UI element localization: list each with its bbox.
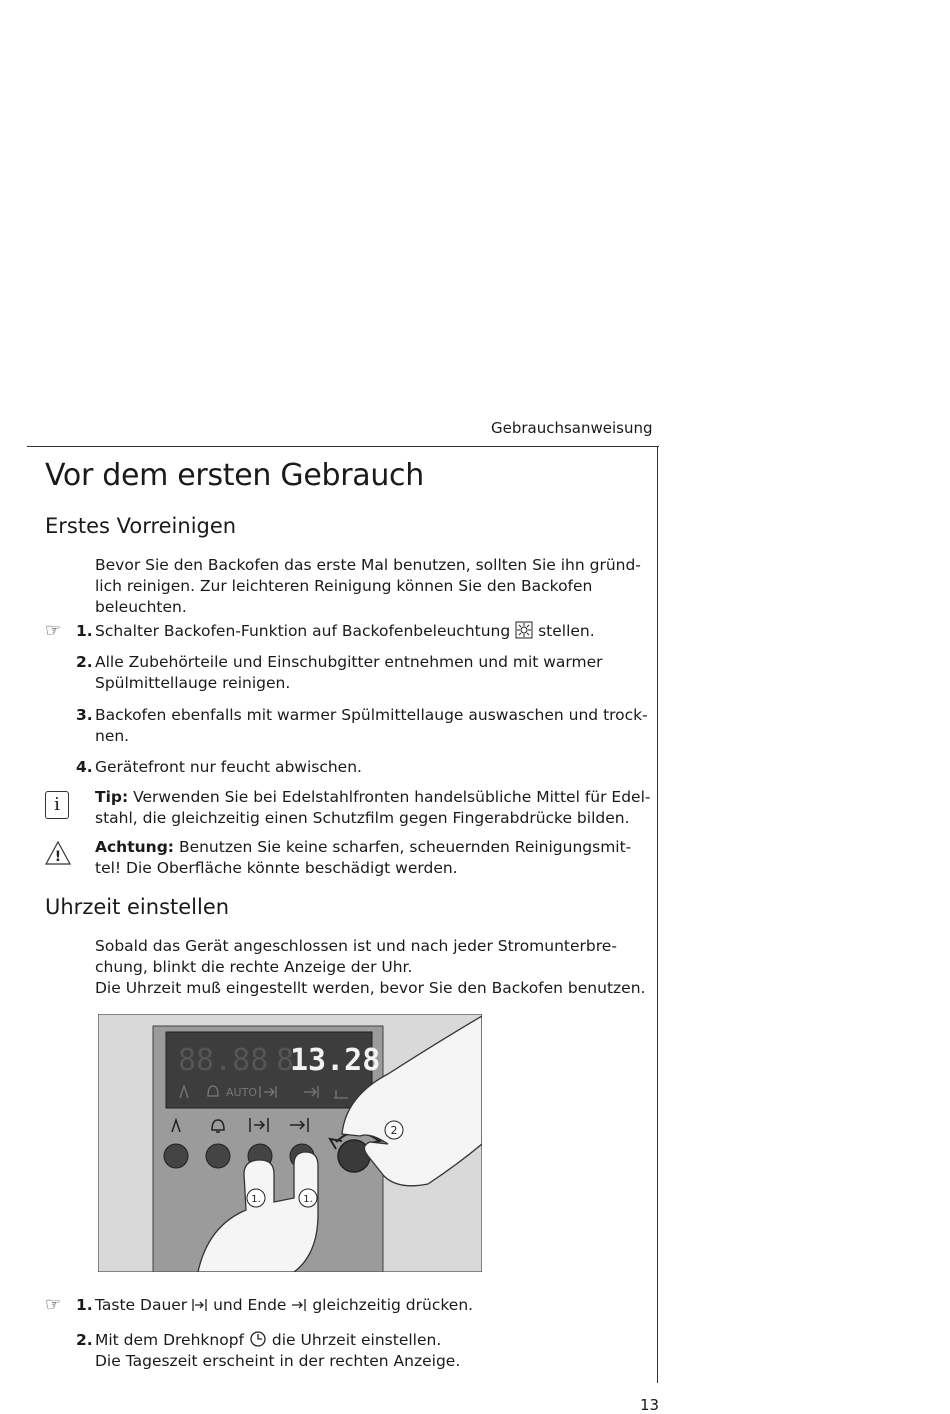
step-text: Taste Dauer und Ende gleichzeitig drücken. — [95, 1296, 474, 1314]
svg-text:2: 2 — [390, 1124, 398, 1137]
duration-icon — [192, 1297, 208, 1313]
rotary-knob-icon — [249, 1330, 267, 1348]
warning-note: Achtung: Benutzen Sie keine scharfen, scheuernden Reinigungsmit- tel! Die Oberfläche könnte beschädigt werden. — [95, 838, 632, 877]
intro-line: lich reinigen. Zur leichteren Reinigung können Sie den Backofen — [95, 577, 593, 595]
hand-pointer-icon: ☞ — [45, 1294, 62, 1315]
running-header: Gebrauchsanweisung — [491, 419, 653, 437]
warning-icon — [44, 839, 72, 867]
intro-line: Bevor Sie den Backofen das erste Mal benutzen, sollten Sie ihn gründ- — [95, 556, 641, 574]
hand-pointer-icon: ☞ — [45, 620, 62, 641]
step-text: Alle Zubehörteile und Einschubgitter entnehmen und mit warmer Spülmittellauge reinigen. — [95, 653, 603, 692]
uhrzeit-intro: Sobald das Gerät angeschlossen ist und nach jeder Stromunterbre- chung, blinkt die rechte Anzeige der Uhr. Die Uhrzeit muß eingestellt werden, bevor Sie den Backofen benutzen. — [95, 937, 646, 997]
intro-line: beleuchten. — [95, 598, 187, 616]
step-number: 1. — [76, 622, 93, 640]
svg-text:1.: 1. — [251, 1194, 261, 1205]
intro-paragraph — [95, 555, 641, 618]
svg-text:13.28: 13.28 — [290, 1043, 381, 1078]
info-icon: i — [45, 791, 69, 819]
step-text: Schalter Backofen-Funktion auf Backofenbeleuchtung stellen. — [95, 622, 595, 640]
step-number: 2. — [76, 1331, 93, 1349]
end-time-icon — [291, 1297, 307, 1313]
step-text: Mit dem Drehknopf die Uhrzeit einstellen. Die Tageszeit erscheint in der rechten Anzeige. — [95, 1331, 461, 1370]
step-number: 3. — [76, 706, 93, 724]
oven-control-panel-figure — [98, 1014, 482, 1272]
svg-text:8: 8 — [276, 1043, 295, 1078]
section-heading-vorreinigen: Erstes Vorreinigen — [45, 514, 237, 538]
step-number: 1. — [76, 1296, 93, 1314]
page-number: 13 — [640, 1396, 660, 1414]
step-number: 2. — [76, 653, 93, 671]
svg-text:!: ! — [54, 849, 62, 865]
svg-text:AUTO: AUTO — [226, 1086, 257, 1099]
step-number: 4. — [76, 758, 93, 776]
step-text: Backofen ebenfalls mit warmer Spülmittellauge auswaschen und trock- nen. — [95, 706, 648, 745]
svg-text:1.: 1. — [303, 1194, 313, 1205]
section-heading-uhrzeit: Uhrzeit einstellen — [45, 895, 230, 919]
step-text: Gerätefront nur feucht abwischen. — [95, 758, 362, 776]
page-title: Vor dem ersten Gebrauch — [45, 458, 424, 493]
svg-text:88.88: 88.88 — [178, 1043, 269, 1078]
header-rule — [27, 446, 659, 447]
tip-note: Tip: Verwenden Sie bei Edelstahlfronten handelsübliche Mittel für Edel- stahl, die gleichzeitig einen Schutzfilm gegen Fingerabdrücke bilden. — [95, 788, 651, 827]
margin-rule — [657, 446, 658, 1383]
oven-light-icon — [515, 621, 533, 639]
